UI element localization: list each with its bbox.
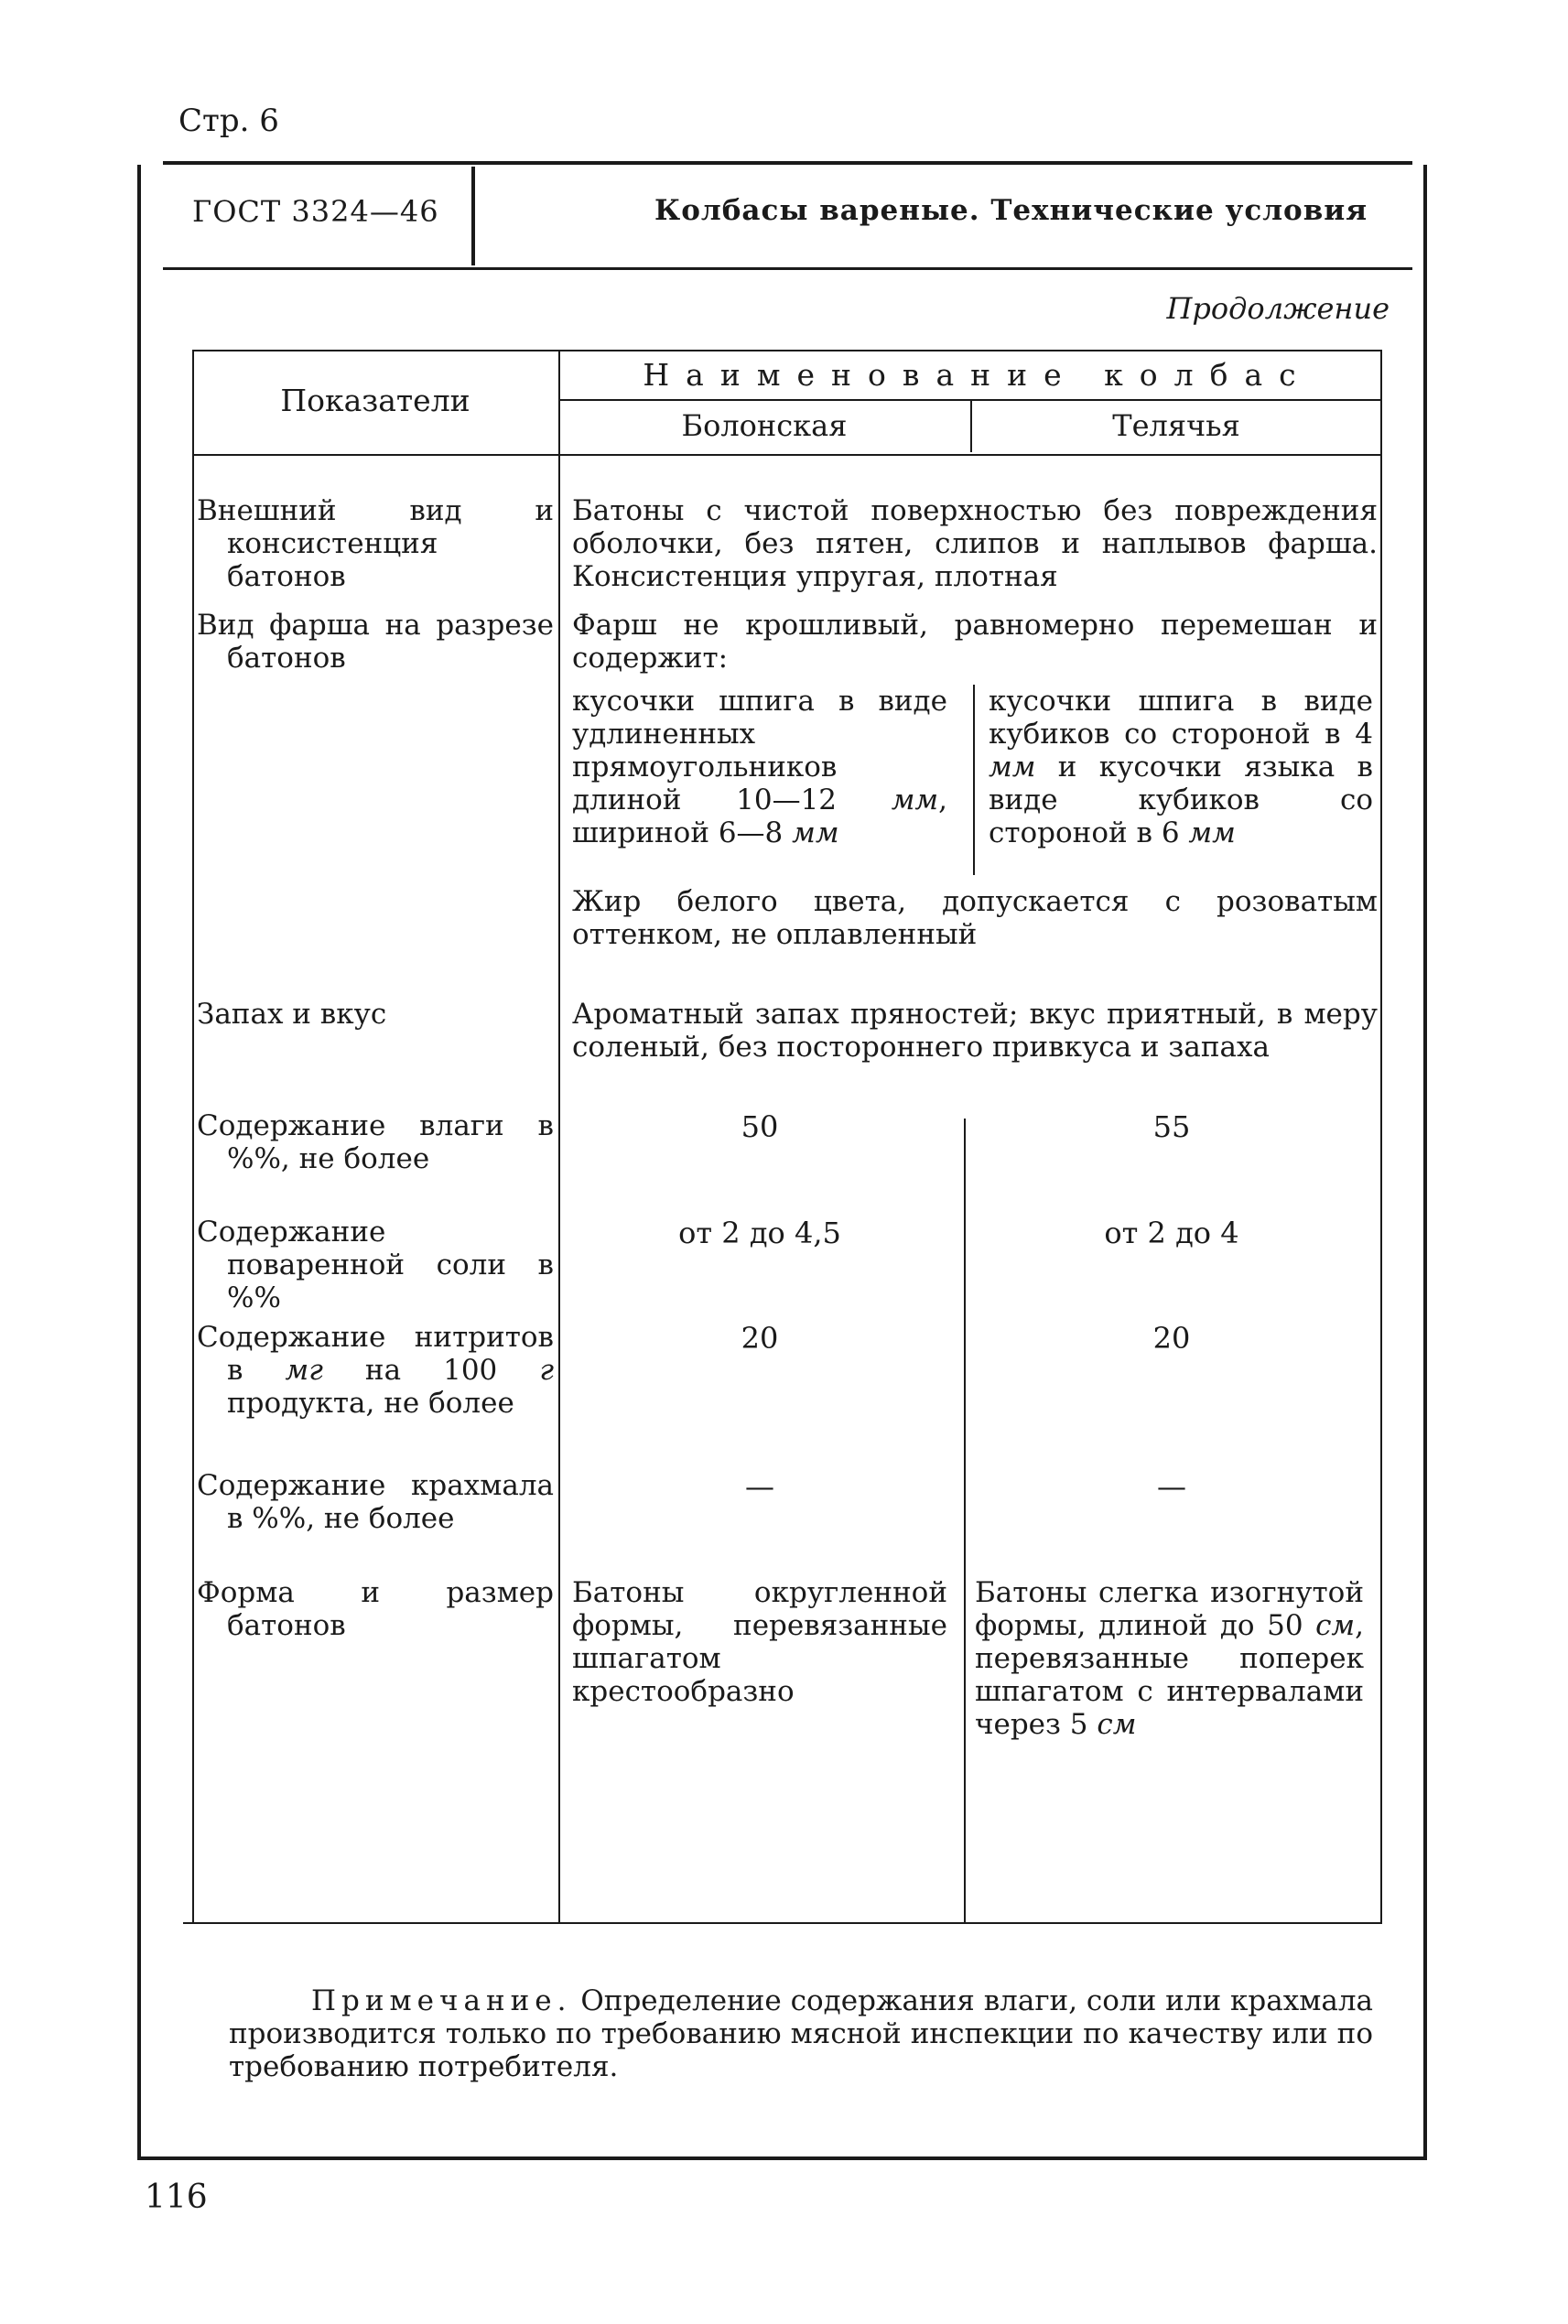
row-nitrites-bolonskaya: 20 — [741, 1321, 779, 1356]
table-header-names-group: Наименование колбас — [643, 357, 1313, 393]
document-title: Колбасы вареные. Технические условия — [654, 194, 1368, 227]
header-top-rule — [163, 161, 1412, 165]
table-header-parameters: Показатели — [280, 383, 470, 418]
row-appearance-parameter: Внешний вид и консистенция батонов — [197, 494, 554, 593]
continuation-label: Продолжение — [1166, 291, 1390, 326]
row-shape-parameter: Форма и размер батонов — [197, 1576, 554, 1642]
row-starch-parameter: Содержание крахмала в %%, не более — [197, 1469, 554, 1535]
table-left-rule — [192, 350, 194, 1922]
table-top-rule — [192, 350, 1382, 351]
row-salt-parameter: Содержание поваренной соли в %% — [197, 1216, 554, 1314]
row-shape-telyachya: Батоны слегка изогнутой формы, длиной до 50 см, перевязанные поперек шпагатом с интервалами через 5 см — [975, 1576, 1364, 1741]
table-bottom-rule — [183, 1922, 1382, 1924]
row-filling-telyachya: кусочки шпига в виде кубиков со стороной в 4 мм и кусочки языка в виде кубиков со стороной в 6 мм — [989, 685, 1373, 849]
row-salt-telyachya: от 2 до 4 — [1104, 1216, 1239, 1250]
page-bottom-rule — [137, 2156, 1427, 2160]
row-filling-shared-after: Жир белого цвета, допускается с розоватым оттенком, не оплавленный — [572, 885, 1378, 951]
table-header-col-telyachya: Телячья — [1112, 408, 1240, 443]
row-starch-bolonskaya: — — [745, 1469, 774, 1504]
page-label: Стр. 6 — [178, 103, 279, 139]
row-smell-parameter: Запах и вкус — [197, 998, 387, 1031]
frame-left-rule — [137, 165, 141, 2160]
row-nitrites-telyachya: 20 — [1152, 1321, 1191, 1356]
header-col-divider — [970, 401, 972, 452]
note-text: Определение содержания влаги, соли или крахмала производится только по требованию мясной инспекции по качеству или по требованию потребителя. — [229, 1984, 1374, 2083]
page-number: 116 — [145, 2178, 208, 2216]
row-moisture-telyachya: 55 — [1152, 1109, 1191, 1144]
subcol-divider-filling — [973, 685, 975, 875]
standard-number: ГОСТ 3324—46 — [192, 194, 439, 229]
table-header-bottom-rule — [192, 454, 1382, 456]
row-filling-parameter: Вид фарша на разрезе батонов — [197, 609, 554, 675]
col-divider-params — [558, 350, 560, 1922]
note-label: Примечание. — [311, 1984, 572, 2017]
header-bottom-rule — [163, 267, 1412, 270]
row-moisture-bolonskaya: 50 — [741, 1109, 779, 1144]
header-divider-rule — [471, 167, 475, 265]
table-right-rule — [1380, 350, 1382, 1922]
row-salt-bolonskaya: от 2 до 4,5 — [678, 1216, 841, 1250]
row-moisture-parameter: Содержание влаги в %%, не более — [197, 1109, 554, 1175]
row-nitrites-parameter: Содержание нитритов в мг на 100 г продукта, не более — [197, 1321, 554, 1420]
row-smell-shared: Ароматный запах пряностей; вкус приятный, в меру соленый, без постороннего привкуса и запаха — [572, 998, 1378, 1064]
subcol-divider-values — [964, 1119, 966, 1922]
frame-right-rule — [1423, 165, 1427, 2160]
row-filling-shared: Фарш не крошливый, равномерно перемешан и содержит: — [572, 609, 1378, 675]
row-starch-telyachya: — — [1157, 1469, 1186, 1504]
row-shape-bolonskaya: Батоны округленной формы, перевязанные шпагатом крестообразно — [572, 1576, 947, 1708]
row-appearance-shared: Батоны с чистой поверхностью без повреждения оболочки, без пятен, слипов и наплывов фарша. Консистенция упругая, плотная — [572, 494, 1378, 593]
row-filling-bolonskaya: кусочки шпига в виде удлиненных прямоугольников длиной 10—12 мм, шириной 6—8 мм — [572, 685, 947, 849]
table-header-col-bolonskaya: Болонская — [681, 408, 848, 443]
note-paragraph — [229, 1984, 1373, 2083]
